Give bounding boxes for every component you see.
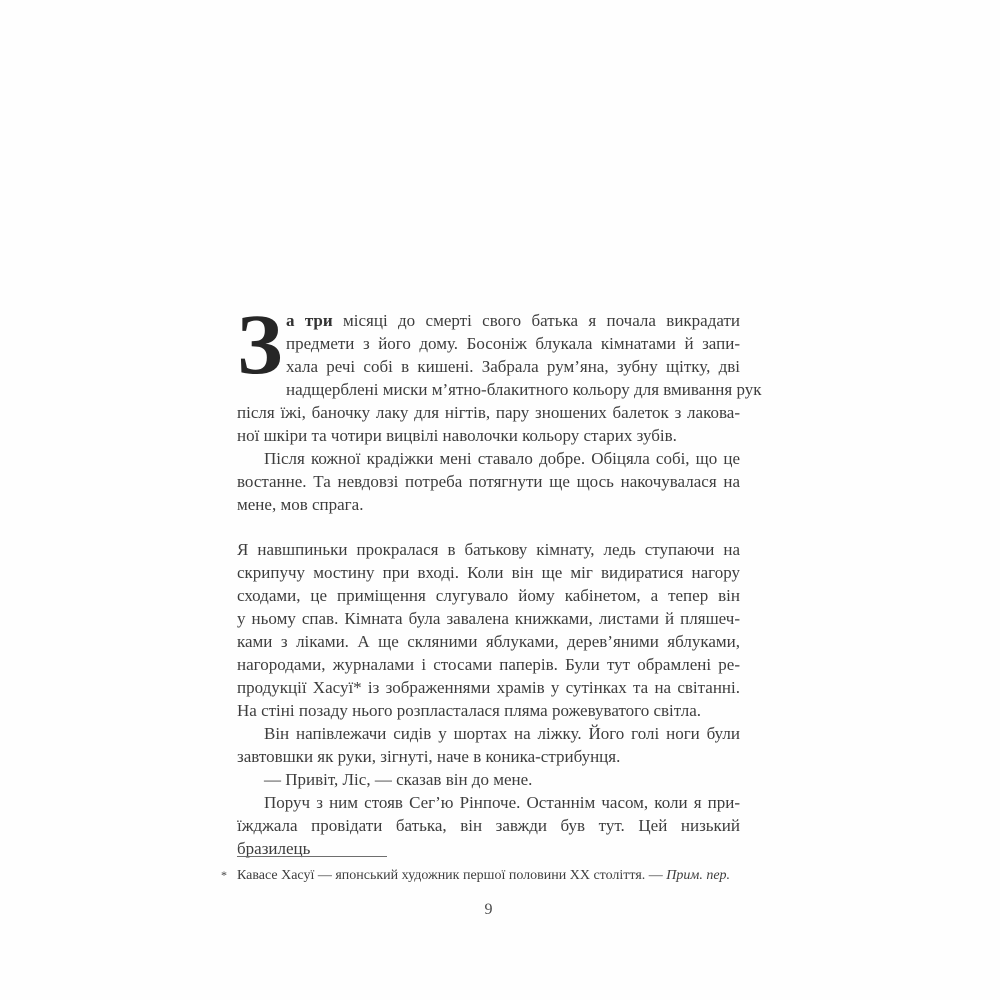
paragraph (237, 791, 740, 860)
text-line: Я навшпиньки прокралася в батькову кімнату, ледь ступаючи на (237, 540, 740, 559)
paragraph (237, 538, 740, 722)
text-line: Поруч з ним стояв Сег’ю Рінпоче. Останнім часом, коли я при- (264, 793, 740, 812)
page-number: 9 (484, 901, 493, 918)
footnote (221, 856, 740, 885)
text-line: після їжі, баночку лаку для нігтів, пару зношених балеток з лакова- (237, 403, 740, 422)
paragraph (237, 447, 740, 516)
text-line: хала речі собі в кишені. Забрала рум’яна, зубну щітку, дві (286, 357, 740, 376)
footnote-text (221, 866, 740, 885)
drop-cap: З (237, 296, 283, 392)
bold-lead: а три (286, 311, 333, 330)
text-line: скрипучу мостину при вході. Коли він ще міг видиратися нагору (237, 563, 740, 582)
text-line: сходами, це приміщення слугувало йому кабінетом, а тепер він (237, 586, 740, 605)
footnote-marker: * (221, 868, 227, 882)
text-line: їжджала провідати батька, він завжди був тут. Цей низький бразилець (237, 816, 740, 858)
text-line: нагородами, журналами і стосами паперів. Були тут обрамлені ре- (237, 655, 740, 674)
text-line: завтовшки як руки, зігнуті, наче в коника-стрибунця. (237, 747, 621, 766)
text-line: Він напівлежачи сидів у шортах на ліжку. Його голі ноги були (264, 724, 740, 743)
text-line: надщерблені миски м’ятно-блакитного кольору для вмивання рук (286, 380, 762, 399)
text-line: Після кожної крадіжки мені ставало добре. Обіцяла собі, що це (264, 449, 740, 468)
text-line: у ньому спав. Кімната була завалена книжками, листами й пляшеч- (237, 609, 740, 628)
text-line: продукції Хасуї* із зображеннями храмів у сутінках та на світанні. (237, 678, 740, 697)
paragraph (237, 296, 762, 447)
text-line: предмети з його дому. Босоніж блукала кімнатами й запи- (286, 334, 740, 353)
paragraph (237, 768, 740, 791)
footnote-translator-note: Прим. пер. (666, 868, 731, 883)
text-line: ної шкіри та чотири вицвілі наволочки кольору старих зубів. (237, 426, 677, 445)
footnote-body: Кавасе Хасуї — японський художник першої половини ХХ століття. — (237, 868, 667, 883)
text-line: востанне. Та невдовзі потреба потягнути ще щось накочувалася на (237, 472, 740, 491)
footnote-separator-rule (237, 856, 387, 857)
text-line: а три місяці до смерті свого батька я почала викрадати (286, 311, 741, 330)
paragraph (237, 722, 740, 768)
text-line: мене, мов спрага. (237, 495, 364, 514)
text-line: ками з ліками. А ще скляними яблуками, дерев’яними яблуками, (237, 632, 740, 651)
text-line: — Привіт, Ліс, — сказав він до мене. (264, 770, 533, 789)
text-block (237, 296, 762, 860)
text-line: На стіні позаду нього розпласталася пляма рожевуватого світла. (237, 701, 702, 720)
